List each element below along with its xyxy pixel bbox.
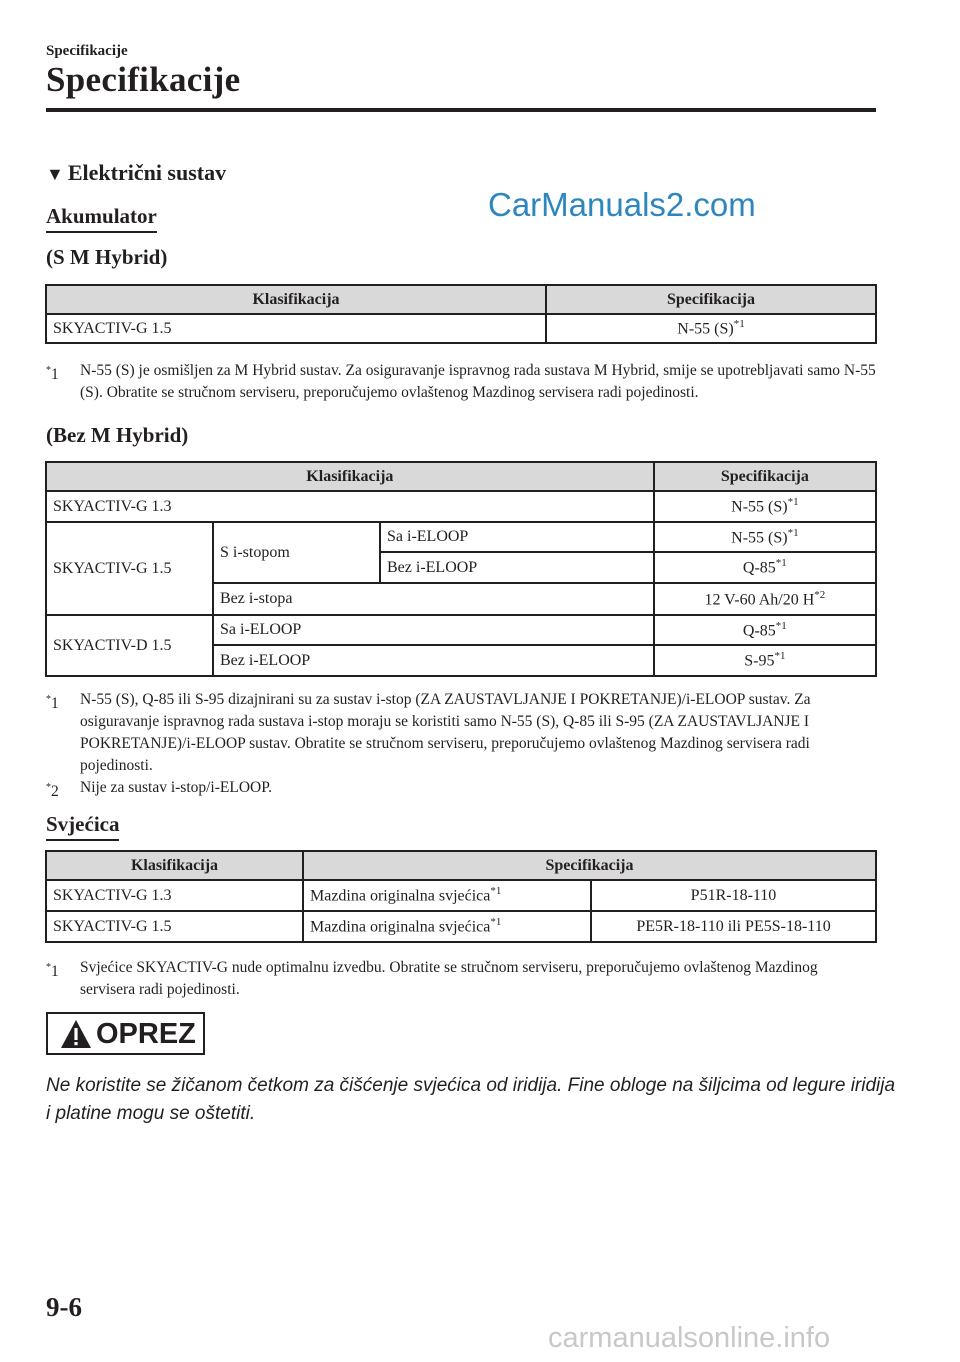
warning-icon xyxy=(60,1019,92,1049)
table-row: SKYACTIV-G 1.3 N-55 $(S)^{*1}$ xyxy=(46,491,876,522)
footnote-ref: *1 xyxy=(775,557,787,570)
caution-label: OPREZ xyxy=(96,1018,196,1050)
table-row: Bez i-ELOOP Q-85$^{*1}$ xyxy=(46,552,876,583)
table-row xyxy=(46,314,876,343)
footnote: *1 N-55 (S), Q-85 ili S-95 dizajnirani su za sustav i-stop (ZA ZAUSTAVLJANJE I POKRETANJE)/i-ELOOP sustav. Za osiguravanje ispravnog rada sustava i-stop moraju se koristiti samo N-55 (S), Q-85 ili S-95 (ZA ZAUSTAVLJANJE I POKRETANJE)/i-ELOOP sustav. Obratite se stručnom serviseru, preporučujemo ovlaštenog Mazdinog servisera radi pojedinosti. xyxy=(46,691,811,774)
footer-watermark[interactable]: carmanualsonline.info xyxy=(548,1322,831,1354)
spark-heading: Svjećica xyxy=(46,812,119,841)
table-row: Bez i-stopa 12 V-60 Ah/20 $H^{*2}$ xyxy=(46,583,876,615)
footnote-ref: *1 xyxy=(490,916,502,929)
nonhybrid-heading: (Bez M Hybrid) xyxy=(46,423,189,447)
engine-cell: SKYACTIV-G 1.5 xyxy=(46,314,546,343)
footnote-ref: *1 xyxy=(787,526,799,539)
spark-table xyxy=(45,850,877,943)
table-header: Specifikacija xyxy=(303,851,876,880)
table-row: Bez i-ELOOP S-95$^{*1}$ xyxy=(46,645,876,676)
section-heading xyxy=(46,160,226,186)
hybrid-heading: (S M Hybrid) xyxy=(46,245,168,269)
page-number: 9-6 xyxy=(46,1292,82,1322)
page-title: Specifikacije xyxy=(46,60,241,99)
caution-badge xyxy=(46,1012,205,1055)
table-row: SKYACTIV-G 1.5 S i-stopom Sa i-ELOOP N-55 $(S)^{*1}$ xyxy=(46,522,876,552)
table-header: Klasifikacija xyxy=(46,462,654,491)
breadcrumb: Specifikacije xyxy=(46,43,128,59)
table-row: SKYACTIV-G 1.5 Mazdina originalna svjećica$^{*1}$ PE5R-18-110 ili PE5S-18-110 xyxy=(46,911,876,942)
battery-hybrid-table xyxy=(45,284,877,344)
footnote-ref: *1 xyxy=(774,650,786,663)
footnote-ref: *1 xyxy=(775,619,787,632)
footnote-ref: *1 xyxy=(733,318,745,331)
footnote-ref: *1 xyxy=(490,885,502,898)
table-row: SKYACTIV-D 1.5 Sa i-ELOOP Q-85$^{*1}$ xyxy=(46,615,876,645)
footnote-ref: *2 xyxy=(814,588,826,601)
section-heading-text: Električni sustav xyxy=(67,160,227,185)
footnote: *1 N-55 (S) je osmišljen za M Hybrid sustav. Za osiguravanje ispravnog rada sustava M Hybrid, smije se upotrebljavati samo N-55 (S). Obratite se stručnom serviseru, preporučujemo ovlaštenog Mazdinog servisera radi pojedinosti. xyxy=(46,362,876,401)
triangle-down-icon: ▼ xyxy=(46,164,64,184)
footnote: *1 Svjećice SKYACTIV-G nude optimalnu izvedbu. Obratite se stručnom serviseru, preporučujemo ovlaštenog Mazdinog servisera radi pojedinosti. xyxy=(46,959,818,998)
table-header: Klasifikacija xyxy=(46,285,546,314)
battery-heading: Akumulator xyxy=(46,204,157,233)
title-rule xyxy=(46,108,876,112)
table-row: SKYACTIV-G 1.3 Mazdina originalna svjećica$^{*1}$ P51R-18-110 xyxy=(46,880,876,911)
table-header: Klasifikacija xyxy=(46,851,303,880)
footnotes xyxy=(46,689,876,803)
footnote: *2 Nije za sustav i-stop/i-ELOOP. xyxy=(46,779,273,801)
table-header: Specifikacija xyxy=(654,462,876,491)
battery-nonhybrid-table xyxy=(45,461,877,677)
watermark-logo[interactable]: CarManuals2.com xyxy=(488,186,756,223)
caution-text: Ne koristite se žičanom četkom za čišćenje svjećica od iridija. Fine obloge na šiljcima od legure iridija i platine mogu se oštetiti. xyxy=(46,1075,896,1124)
footnote-ref: *1 xyxy=(787,496,799,509)
footnotes xyxy=(46,360,876,404)
spec-cell: N-55 $(S)^{*1}$ xyxy=(546,314,876,343)
footnotes xyxy=(46,957,876,1001)
table-header: Specifikacija xyxy=(546,285,876,314)
